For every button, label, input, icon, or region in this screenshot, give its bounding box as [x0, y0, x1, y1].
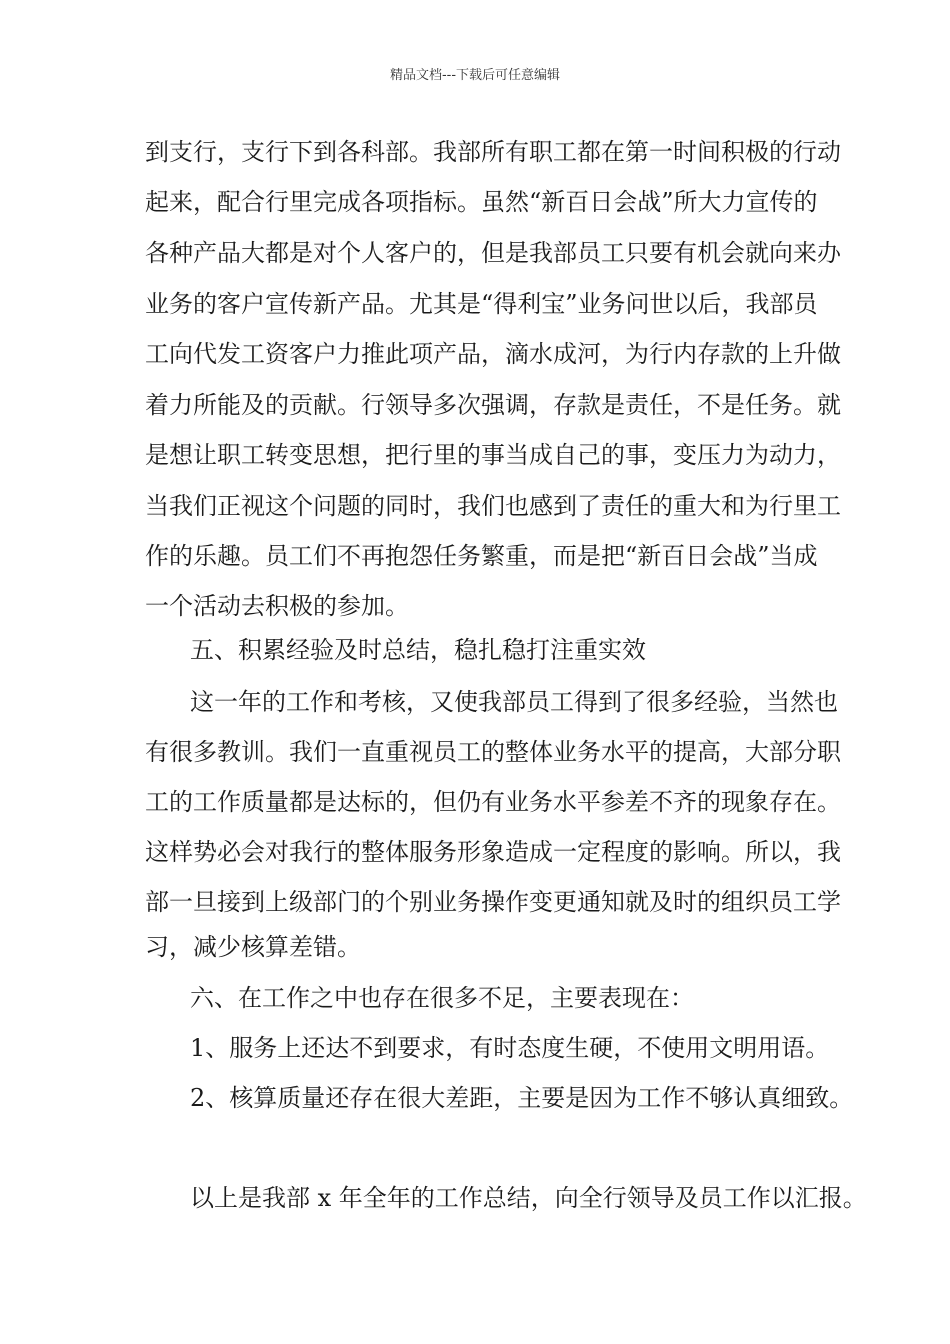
closing-line: 以上是我部 x 年全年的工作总结，向全行领导及员工作以汇报。	[190, 1184, 867, 1212]
text-line: 起来，配合行里完成各项指标。虽然“新百日会战”所大力宣传的	[145, 188, 818, 216]
text-line: 到支行，支行下到各科部。我部所有职工都在第一时间积极的行动	[145, 138, 841, 166]
text-line: 着力所能及的贡献。行领导多次强调，存款是责任，不是任务。就	[145, 391, 841, 419]
text-line: 各种产品大都是对个人客户的，但是我部员工只要有机会就向来办	[145, 239, 841, 267]
list-item: 2、核算质量还存在很大差距，主要是因为工作不够认真细致。	[190, 1084, 854, 1112]
text-line: 作的乐趣。员工们不再抱怨任务繁重，而是把“新百日会战”当成	[145, 542, 818, 570]
text-line: 一个活动去积极的参加。	[145, 592, 409, 620]
text-line: 工的工作质量都是达标的，但仍有业务水平参差不齐的现象存在。	[145, 788, 841, 816]
text-line: 这一年的工作和考核，又使我部员工得到了很多经验，当然也	[190, 688, 838, 716]
text-line: 业务的客户宣传新产品。尤其是“得利宝”业务问世以后，我部员	[145, 290, 818, 318]
text-line: 当我们正视这个问题的同时，我们也感到了责任的重大和为行里工	[145, 492, 841, 520]
text-line: 是想让职工转变思想，把行里的事当成自己的事，变压力为动力，	[145, 441, 841, 469]
text-line: 有很多教训。我们一直重视员工的整体业务水平的提高，大部分职	[145, 738, 841, 766]
section-heading: 六、在工作之中也存在很多不足，主要表现在：	[190, 984, 694, 1012]
text-line: 部一旦接到上级部门的个别业务操作变更通知就及时的组织员工学	[145, 888, 841, 916]
list-item: 1、服务上还达不到要求，有时态度生硬，不使用文明用语。	[190, 1034, 830, 1062]
text-line: 习，减少核算差错。	[145, 933, 361, 961]
section-heading: 五、积累经验及时总结，稳扎稳打注重实效	[190, 636, 646, 664]
page-header: 精品文档---下载后可任意编辑	[389, 68, 561, 83]
text-line: 这样势必会对我行的整体服务形象造成一定程度的影响。所以，我	[145, 838, 841, 866]
text-line: 工向代发工资客户力推此项产品，滴水成河，为行内存款的上升做	[145, 340, 841, 368]
